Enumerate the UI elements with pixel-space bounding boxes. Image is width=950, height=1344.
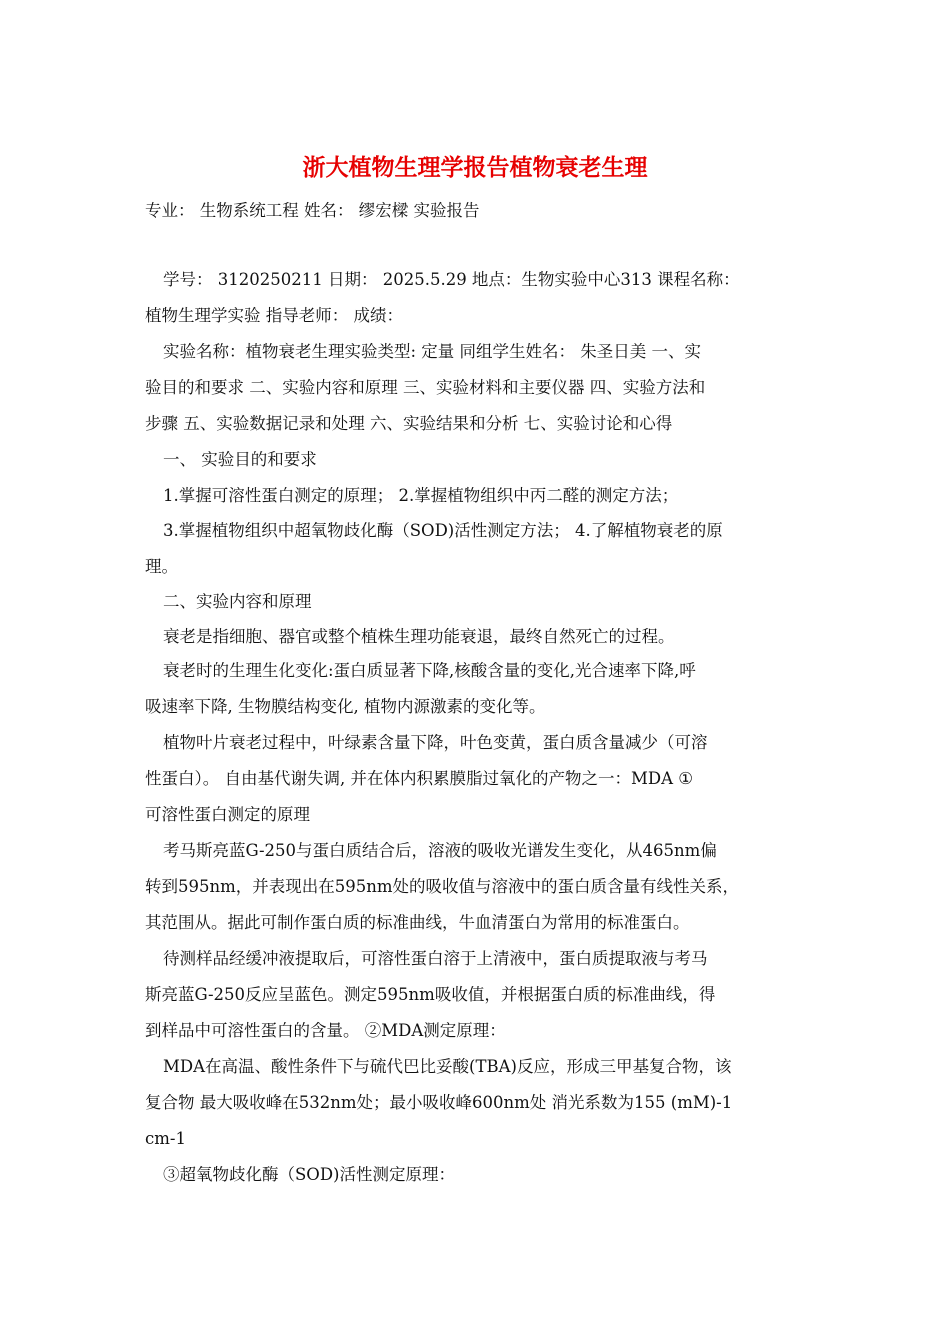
protein-line-4: 待测样品经缓冲液提取后，可溶性蛋白溶于上清液中，蛋白质提取液与考马 — [163, 949, 708, 968]
protein-line-5: 斯亮蓝G-250反应呈蓝色。测定595nm吸收值，并根据蛋白质的标准曲线，得 — [145, 985, 716, 1004]
subsection-heading-protein: 可溶性蛋白测定的原理 — [145, 805, 310, 824]
mda-line-3: cm-1 — [145, 1129, 186, 1148]
section-heading-2: 二、实验内容和原理 — [163, 592, 312, 611]
info-line-major: 专业： 生物系统工程 姓名： 缪宏樑 实验报告 — [145, 201, 480, 220]
mda-line-2: 复合物 最大吸收峰在532nm处；最小吸收峰600nm处 消光系数为155 (mM)-1 — [145, 1093, 733, 1112]
toc-line-2: 步骤 五、实验数据记录和处理 六、实验结果和分析 七、实验讨论和心得 — [145, 414, 673, 433]
principle-line-4: 植物叶片衰老过程中，叶绿素含量下降，叶色变黄，蛋白质含量减少（可溶 — [163, 733, 708, 752]
section-heading-1: 一、 实验目的和要求 — [163, 450, 317, 469]
protein-line-2: 转到595nm，并表现出在595nm处的吸收值与溶液中的蛋白质含量有线性关系， — [145, 877, 740, 896]
objective-line-2: 3.掌握植物组织中超氧物歧化酶（SOD)活性测定方法； 4.了解植物衰老的原 — [163, 521, 723, 540]
objective-line-3: 理。 — [145, 557, 178, 576]
info-line-experiment: 实验名称：植物衰老生理实验类型: 定量 同组学生姓名： 朱圣日美 一、实 — [163, 342, 702, 361]
subsection-heading-sod: ③超氧物歧化酶（SOD)活性测定原理： — [163, 1165, 455, 1184]
document-title: 浙大植物生理学报告植物衰老生理 — [302, 155, 648, 181]
info-line-student-id: 学号： 3120250211 日期： 2025.5.29 地点：生物实验中心313 课程名称： — [163, 270, 740, 289]
principle-line-2: 衰老时的生理生化变化:蛋白质显著下降,核酸含量的变化,光合速率下降,呼 — [163, 661, 696, 680]
protein-line-1: 考马斯亮蓝G-250与蛋白质结合后，溶液的吸收光谱发生变化，从465nm偏 — [163, 841, 717, 860]
toc-line-1: 验目的和要求 二、实验内容和原理 三、实验材料和主要仪器 四、实验方法和 — [145, 378, 706, 397]
protein-line-6: 到样品中可溶性蛋白的含量。 ②MDA测定原理： — [145, 1021, 506, 1040]
info-line-course: 植物生理学实验 指导老师： 成绩： — [145, 306, 403, 325]
principle-line-5: 性蛋白）。 自由基代谢失调, 并在体内积累膜脂过氧化的产物之一：MDA ① — [145, 769, 694, 788]
objective-line-1: 1.掌握可溶性蛋白测定的原理； 2.掌握植物组织中丙二醛的测定方法； — [163, 486, 679, 505]
principle-line-1: 衰老是指细胞、器官或整个植株生理功能衰退，最终自然死亡的过程。 — [163, 627, 675, 646]
protein-line-3: 其范围从。据此可制作蛋白质的标准曲线，牛血清蛋白为常用的标准蛋白。 — [145, 913, 690, 932]
mda-line-1: MDA在高温、酸性条件下与硫代巴比妥酸(TBA)反应，形成三甲基复合物，该 — [163, 1057, 732, 1076]
principle-line-3: 吸速率下降, 生物膜结构变化, 植物内源激素的变化等。 — [145, 697, 546, 716]
